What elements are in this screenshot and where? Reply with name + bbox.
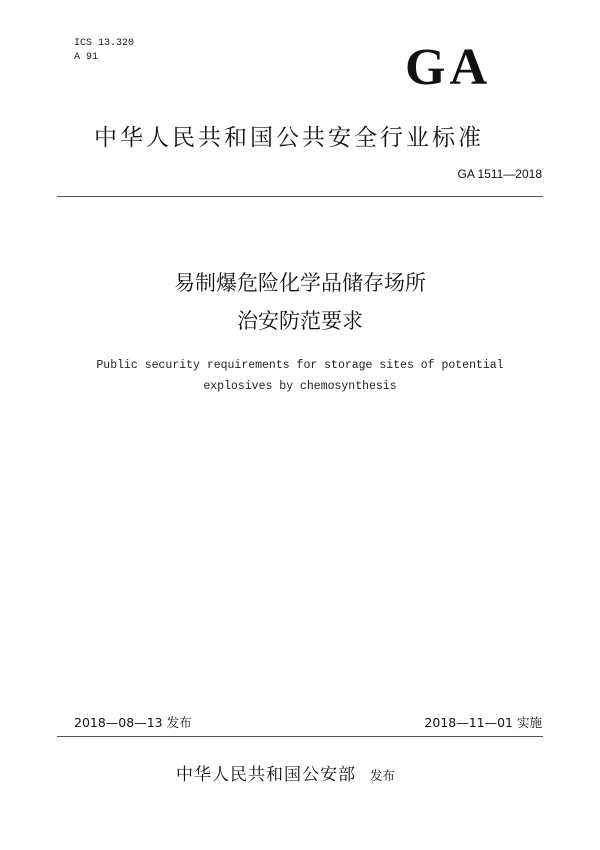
standard-number: GA 1511—2018 — [457, 167, 542, 181]
issuer-suffix: 发布 — [370, 768, 396, 783]
bottom-divider — [57, 736, 543, 737]
classification-codes — [74, 37, 134, 65]
ga-logo: GA — [405, 39, 491, 96]
implementation-date: 2018—11—01 实施 — [424, 715, 542, 730]
english-title-line-1: Public security requirements for storage sites of potential — [96, 359, 504, 372]
standard-category-title: 中华人民共和国公共安全行业标准 — [94, 125, 484, 151]
ccs-code: A 91 — [74, 52, 99, 63]
top-divider — [57, 196, 543, 197]
issuer — [176, 760, 395, 785]
chinese-title-line-2: 治安防范要求 — [237, 309, 363, 333]
english-title-line-2: explosives by chemosynthesis — [203, 380, 397, 393]
chinese-title-line-1: 易制爆危险化学品储存场所 — [174, 271, 426, 295]
ics-code: ICS 13.320 — [74, 38, 135, 49]
issuer-name: 中华人民共和国公安部 — [176, 765, 356, 785]
issue-date: 2018—08—13 发布 — [74, 715, 192, 730]
